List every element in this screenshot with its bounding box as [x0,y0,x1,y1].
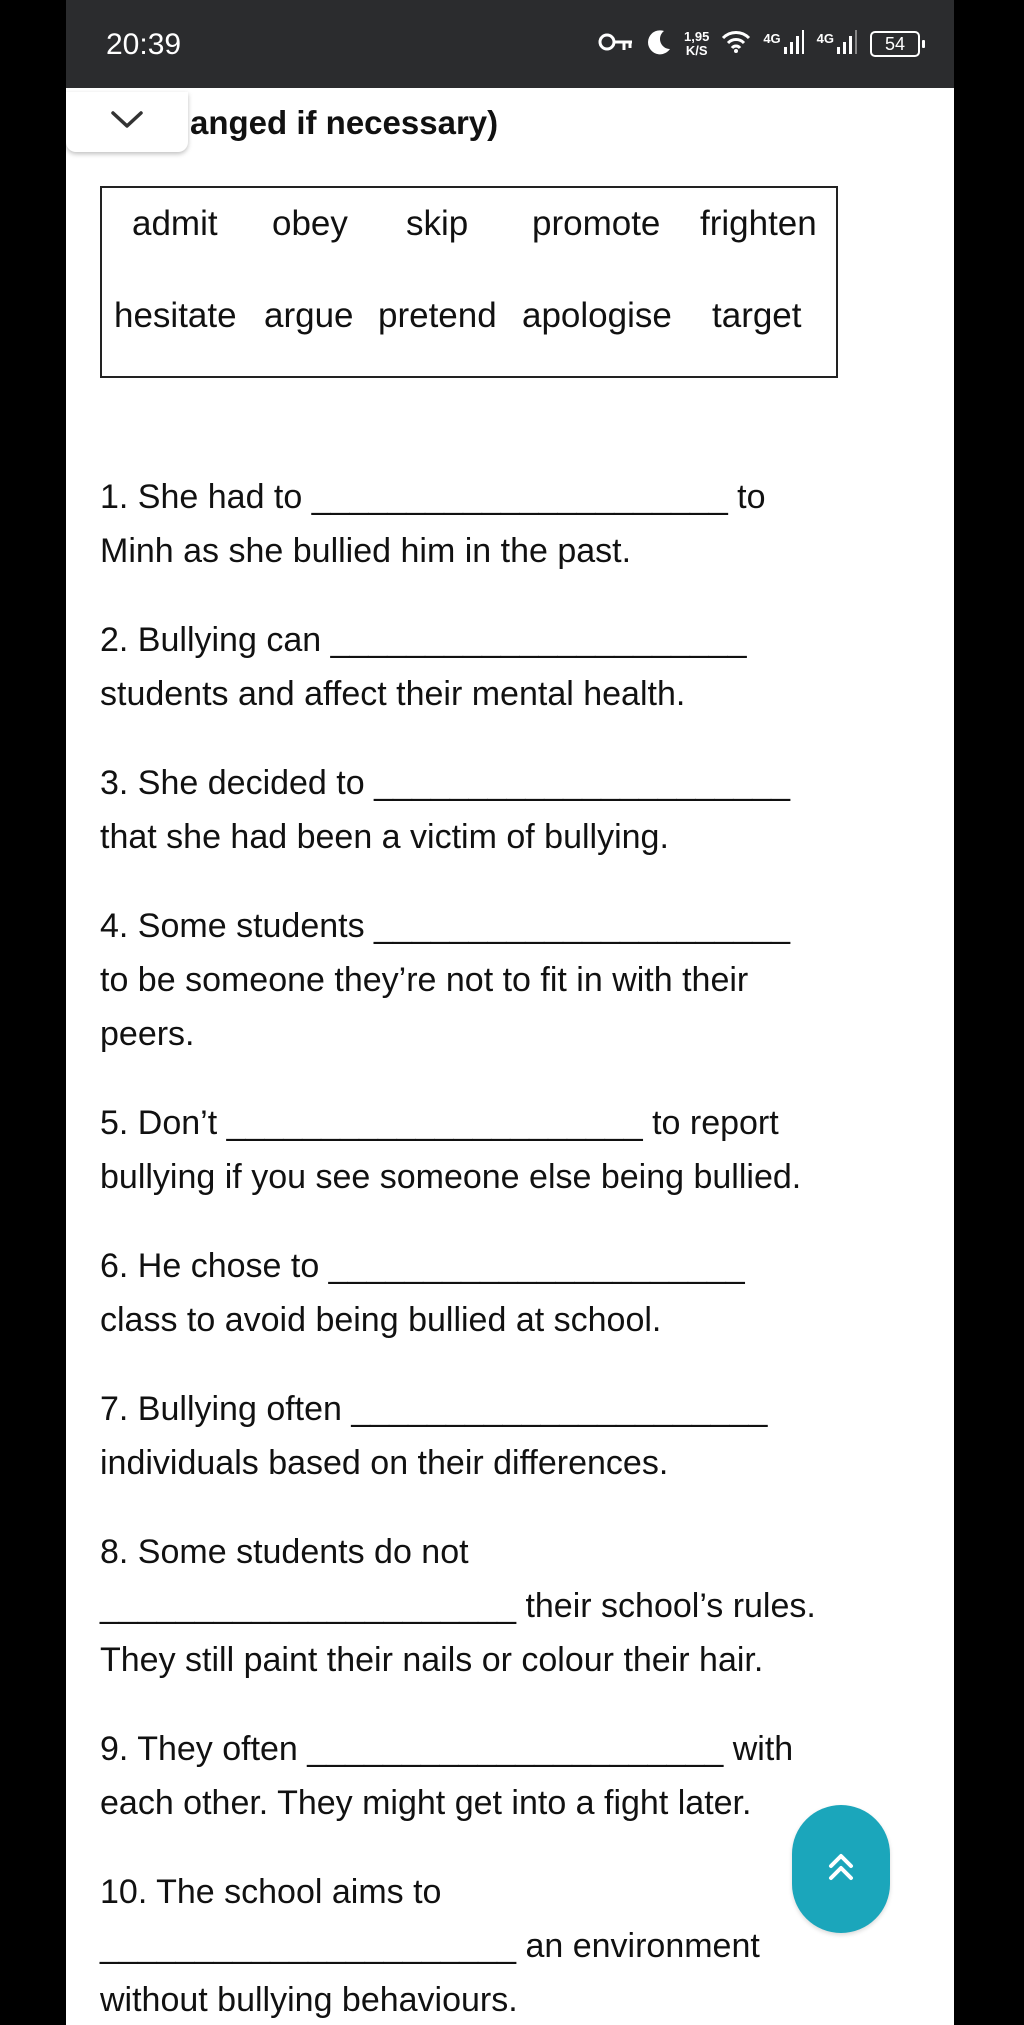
word-item: frighten [700,204,817,243]
question-line: Minh as she bullied him in the past. [100,532,632,570]
question-line: 9. They often ______________________ with [100,1730,794,1768]
question-line: 6. He chose to ______________________ [100,1247,745,1285]
question-line: ______________________ their school’s rules. [100,1587,816,1625]
word-item: argue [264,296,354,335]
question-10 [100,1865,900,2025]
section-heading: anged if necessary) [190,104,499,141]
question-5 [100,1096,900,1204]
chevron-down-icon [110,109,144,136]
collapse-button[interactable] [66,92,188,152]
question-9 [100,1722,900,1830]
question-4 [100,899,900,1061]
screen [66,0,954,2025]
question-line: bullying if you see someone else being bullied. [100,1158,802,1196]
moon-icon [646,28,672,61]
word-item: skip [406,204,469,243]
question-line: 5. Don’t ______________________ to report [100,1104,779,1142]
question-line: each other. They might get into a fight later. [100,1784,752,1822]
double-chevron-up-icon [827,1850,855,1889]
word-item: apologise [522,296,672,335]
question-line: 7. Bullying often ______________________ [100,1390,768,1428]
battery-level: 54 [884,33,906,54]
question-line: 2. Bullying can ______________________ [100,621,747,659]
question-line: individuals based on their differences. [100,1444,669,1482]
question-list [100,470,900,2025]
question-line: 8. Some students do not [100,1533,469,1571]
signal-indicator-1 [763,29,804,60]
question-line: to be someone they’re not to fit in with their [100,961,749,999]
word-item: target [712,296,802,335]
question-line: students and affect their mental health. [100,675,686,713]
wifi-icon [721,30,751,59]
question-line: class to avoid being bullied at school. [100,1301,662,1339]
status-bar [66,0,954,88]
question-line: 4. Some students ______________________ [100,907,791,945]
signal-indicator-2 [817,29,858,60]
question-line: without bullying behaviours. [100,1981,518,2019]
network-speed [684,30,709,58]
question-line: 1. She had to ______________________ to [100,478,766,516]
question-line: ______________________ an environment [100,1927,760,1965]
signal-icon [783,29,805,60]
question-line: They still paint their nails or colour their hair. [100,1641,764,1679]
question-1 [100,470,900,578]
word-item: promote [532,204,661,243]
question-2 [100,613,900,721]
word-box [100,186,838,378]
scroll-to-top-button[interactable] [792,1805,890,1933]
network-speed-unit: K/S [685,43,708,58]
signal-icon [836,29,858,60]
key-icon [598,31,634,58]
status-time: 20:39 [106,28,182,61]
status-icons [598,22,920,66]
question-line: 10. The school aims to [100,1873,442,1911]
question-3 [100,756,900,864]
word-item: pretend [378,296,497,335]
question-6 [100,1239,900,1347]
signal-1-label: 4G [763,30,781,46]
word-item: admit [132,204,218,243]
battery-indicator [870,31,920,57]
question-line: peers. [100,1015,195,1053]
question-line: that she had been a victim of bullying. [100,818,669,856]
word-item: obey [272,204,348,243]
question-line: 3. She decided to ______________________ [100,764,791,802]
question-8 [100,1525,900,1687]
question-7 [100,1382,900,1490]
network-speed-value: 1,95 [684,29,710,44]
word-item: hesitate [114,296,237,335]
signal-2-label: 4G [816,30,834,46]
